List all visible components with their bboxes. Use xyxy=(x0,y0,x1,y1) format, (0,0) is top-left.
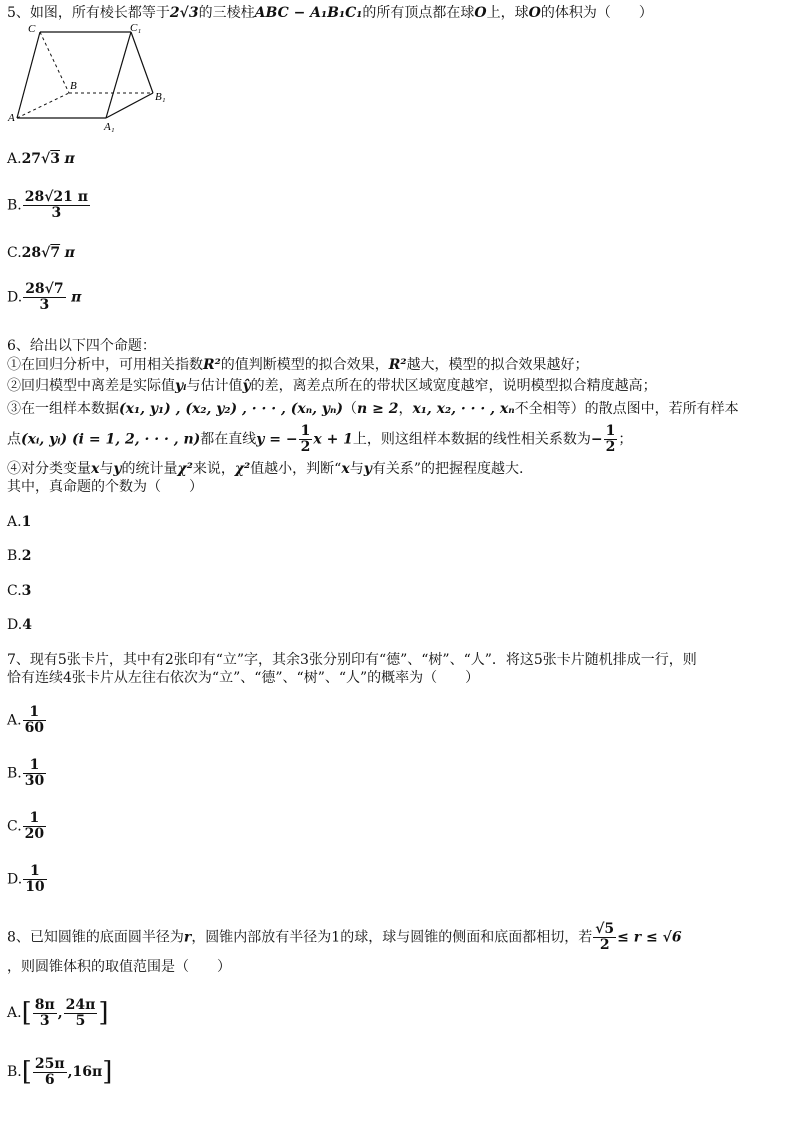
q6-option-a[interactable]: A.1 xyxy=(7,514,32,530)
q7-option-b[interactable]: B. $\frac{1}{30}$ xyxy=(7,757,45,789)
label-C1: C₁ xyxy=(130,22,142,34)
fraction: $\frac{1}{2}$ xyxy=(605,423,616,455)
prism-figure xyxy=(6,20,176,132)
fraction: $\frac{1}{60}$ xyxy=(24,704,45,736)
q5-option-a[interactable]: A.27√3 π xyxy=(7,151,75,167)
q8-option-b[interactable]: B.[ $\frac{25\pi}{6}$ ,16π] xyxy=(7,1055,113,1088)
fraction: $\frac{28√21 \pi}{3}$ xyxy=(24,189,89,221)
q6-stem: 6、给出以下四个命题： xyxy=(7,338,156,354)
fraction: $\frac{24\pi}{5}$ xyxy=(65,996,96,1029)
q6-statement-1: ①在回归分析中，可用相关指数R²的值判断模型的拟合效果，R²越大，模型的拟合效果越好； xyxy=(7,357,589,373)
fraction: $\frac{1}{10}$ xyxy=(25,863,45,895)
fraction: $\frac{1}{20}$ xyxy=(24,810,45,842)
q6-option-c[interactable]: C.3 xyxy=(7,583,32,599)
q6-option-d[interactable]: D.4 xyxy=(7,617,32,633)
q5-option-d[interactable]: D. $\frac{28√7}{3}$ π xyxy=(7,281,82,313)
q6-option-b[interactable]: B.2 xyxy=(7,548,32,564)
q8-stem-line2: ，则圆锥体积的取值范围是（ ） xyxy=(7,959,231,975)
label-A: A xyxy=(8,112,15,124)
label-B1: B₁ xyxy=(155,91,166,103)
label-C: C xyxy=(28,23,36,35)
q6-statement-2: ②回归模型中离差是实际值yᵢ与估计值ŷ的差，离差点所在的带状区域宽度越窄，说明模型拟合精度越高； xyxy=(7,378,657,394)
q5-stem: 5、如图，所有棱长都等于2√3的三棱柱ABC − A₁B₁C₁的所有顶点都在球O上，球O的体积为（ ） xyxy=(7,5,653,21)
fraction: $\frac{1}{30}$ xyxy=(24,757,45,789)
fraction: $\frac{8\pi}{3}$ xyxy=(34,996,55,1029)
fraction: $\frac{1}{2}$ xyxy=(300,423,311,455)
fraction: $\frac{√5}{2}$ xyxy=(595,921,615,953)
q6-statement-4: ④对分类变量x与y的统计量χ²来说，χ²值越小，判断“x与y有关系”的把握程度越大. xyxy=(7,461,524,477)
q7-stem-line2: 恰有连续4张卡片从左往右依次为“立”、“德”、“树”、“人”的概率为（ ） xyxy=(7,670,480,686)
q7-option-d[interactable]: D. $\frac{1}{10}$ xyxy=(7,863,45,895)
q6-statement-3-line2: 点(xᵢ, yᵢ) (i = 1, 2, · · · , n)都在直线y = − $\frac{1}{2}$ x + 1上，则这组样本数据的线性相关系数为− $\frac{1}{2}$ ； xyxy=(7,423,633,455)
label-A1: A₁ xyxy=(104,121,115,132)
q5-option-b[interactable]: B. $\frac{28√21 \pi}{3}$ xyxy=(7,189,89,221)
q6-question: 其中，真命题的个数为（ ） xyxy=(7,479,203,495)
fraction: $\frac{25\pi}{6}$ xyxy=(34,1055,65,1088)
q7-stem-line1: 7、现有5张卡片，其中有2张印有“立”字，其余3张分别印有“德”、“树”、“人”．将这5张卡片随机排成一行，则 xyxy=(7,652,697,668)
fraction: $\frac{28√7}{3}$ xyxy=(25,281,64,313)
q8-stem-line1: 8、已知圆锥的底面圆半径为r，圆锥内部放有半径为1的球，球与圆锥的侧面和底面都相切，若 $\frac{√5}{2}$ ≤ r ≤ √6 xyxy=(7,921,682,953)
q6-statement-3-line1: ③在一组样本数据(x₁, y₁) , (x₂, y₂) , · · · , (xₙ, yₙ)（n ≥ 2，x₁, x₂, · · · , xₙ不全相等）的散点图中，若所有样本 xyxy=(7,401,739,417)
q5-option-c[interactable]: C.28√7 π xyxy=(7,245,75,261)
label-B: B xyxy=(70,80,77,92)
q8-option-a[interactable]: A.[ $\frac{8\pi}{3}$ , $\frac{24\pi}{5}$ ] xyxy=(7,996,109,1029)
q7-option-a[interactable]: A. $\frac{1}{60}$ xyxy=(7,704,45,736)
q7-option-c[interactable]: C. $\frac{1}{20}$ xyxy=(7,810,45,842)
